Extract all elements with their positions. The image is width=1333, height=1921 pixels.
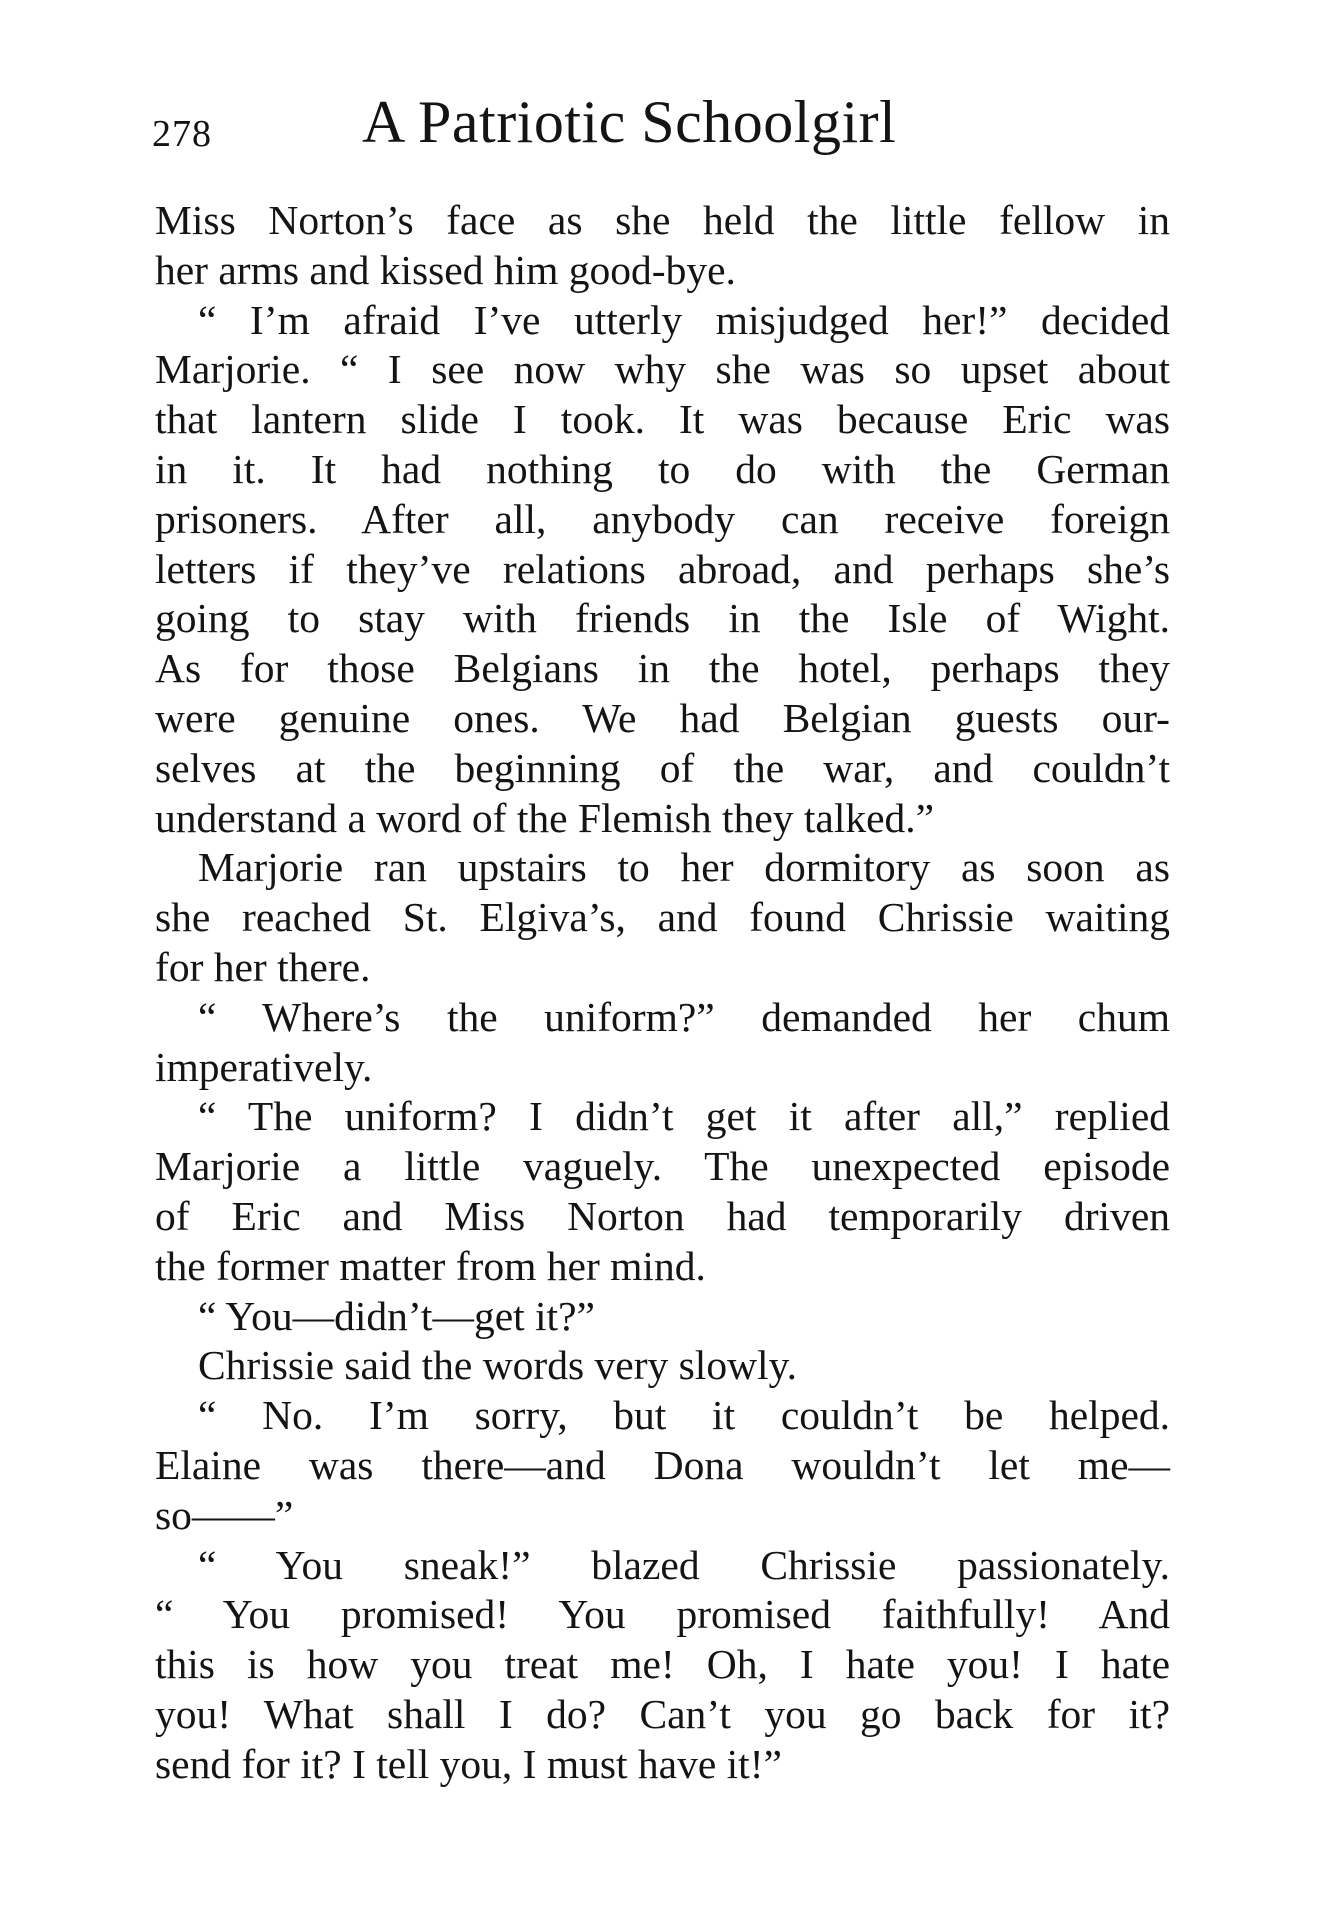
text-line: letters if they’ve relations abroad, and perhaps she’s <box>155 545 1170 592</box>
text-line: imperatively. <box>155 1043 373 1090</box>
text-line: of Eric and Miss Norton had temporarily driven <box>155 1192 1170 1239</box>
text-line: “ No. I’m sorry, but it couldn’t be helped. <box>198 1392 1170 1439</box>
text-line: that lantern slide I took. It was because Eric was <box>155 396 1170 443</box>
text-line: As for those Belgians in the hotel, perhaps they <box>155 645 1170 692</box>
text-line: Marjorie a little vaguely. The unexpected episode <box>155 1143 1170 1190</box>
text-line: the former matter from her mind. <box>155 1242 706 1289</box>
text-line: Chrissie said the words very slowly. <box>198 1342 797 1389</box>
text-line: so——” <box>155 1491 294 1538</box>
text-line: send for it? I tell you, I must have it!” <box>155 1740 782 1787</box>
text-line: “ You—didn’t—get it?” <box>198 1292 595 1339</box>
text-line: her arms and kissed him good-bye. <box>155 246 736 293</box>
text-line: going to stay with friends in the Isle of Wight. <box>155 595 1170 642</box>
text-line: understand a word of the Flemish they talked.” <box>155 794 935 841</box>
text-line: Elaine was there—and Dona wouldn’t let me— <box>155 1441 1170 1488</box>
page-header <box>152 88 1152 168</box>
text-line: “ I’m afraid I’ve utterly misjudged her!” decided <box>198 296 1170 343</box>
text-line: Marjorie. “ I see now why she was so upset about <box>155 346 1170 393</box>
text-line: for her there. <box>155 943 371 990</box>
page-number: 278 <box>152 113 212 155</box>
text-line: selves at the beginning of the war, and couldn’t <box>155 744 1170 791</box>
text-line: this is how you treat me! Oh, I hate you! I hate <box>155 1641 1170 1688</box>
text-line: you! What shall I do? Can’t you go back for it? <box>155 1690 1170 1737</box>
text-line: Marjorie ran upstairs to her dormitory as soon as <box>198 844 1170 891</box>
running-title: A Patriotic Schoolgirl <box>362 89 897 155</box>
text-line: “ You sneak!” blazed Chrissie passionately. <box>198 1541 1170 1588</box>
text-line: Miss Norton’s face as she held the little fellow in <box>155 197 1170 243</box>
text-line: in it. It had nothing to do with the German <box>155 445 1170 492</box>
body-text <box>155 196 1170 1790</box>
text-line: “ You promised! You promised faithfully! And <box>155 1591 1170 1638</box>
text-line: she reached St. Elgiva’s, and found Chrissie waiting <box>155 894 1170 941</box>
text-line: were genuine ones. We had Belgian guests our- <box>155 694 1170 741</box>
text-line: prisoners. After all, anybody can receive foreign <box>155 495 1170 542</box>
text-line: “ The uniform? I didn’t get it after all,” replied <box>198 1093 1170 1140</box>
text-line: “ Where’s the uniform?” demanded her chum <box>198 993 1170 1040</box>
